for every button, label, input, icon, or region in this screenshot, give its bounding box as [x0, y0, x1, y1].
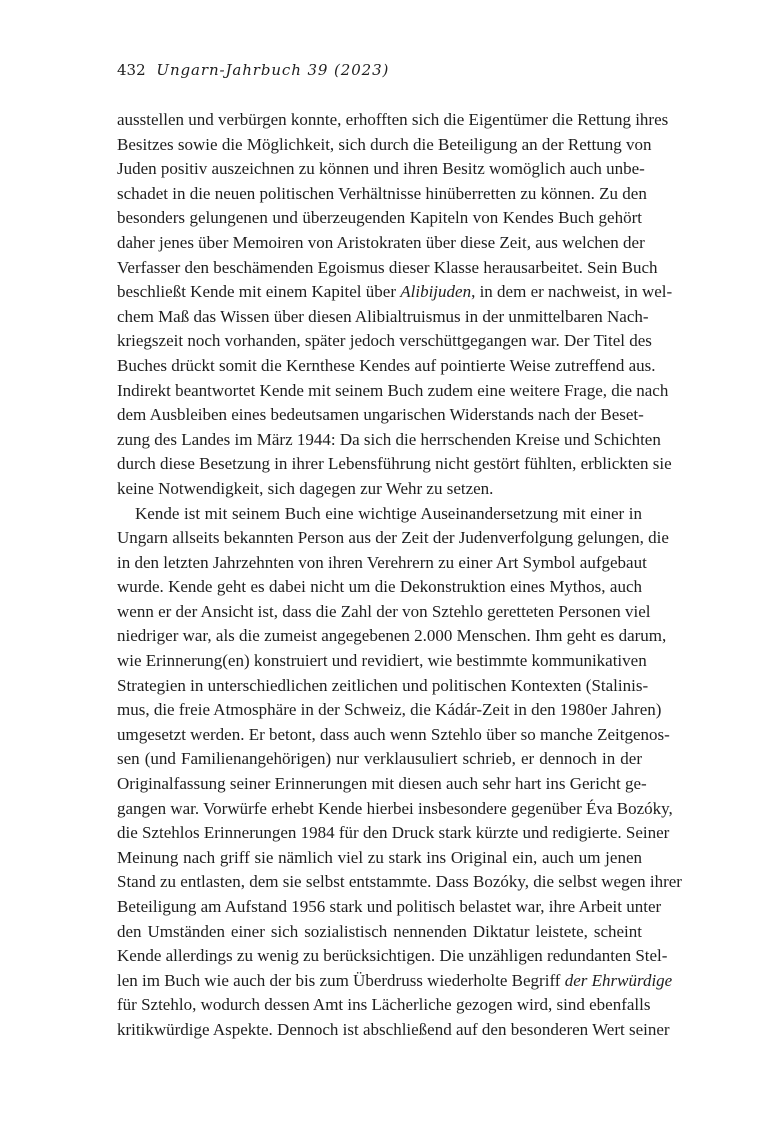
text-line	[117, 821, 670, 846]
text-line	[117, 256, 658, 281]
text-line	[117, 280, 673, 305]
line-text: den Umständen einer sich sozialistisch nennenden Diktatur leistete, scheint	[117, 921, 642, 941]
line-text: wie Erinnerung(en) konstruiert und revidiert, wie bestimmte kommunikativen	[117, 651, 647, 671]
line-text: beschließt Kende mit einem Kapitel über	[117, 282, 401, 302]
text-line	[117, 723, 670, 748]
line-text: sen (und Familienangehörigen) nur verklausuliert schrieb, er dennoch in der	[117, 749, 642, 769]
line-text: Juden positiv auszeichnen zu können und ihren Besitz womöglich auch unbe-	[117, 159, 645, 179]
running-header	[117, 60, 389, 80]
line-text: besonders gelungenen und überzeugenden Kapiteln von Kendes Buch gehört	[117, 208, 642, 228]
line-text: daher jenes über Memoiren von Aristokraten über diese Zeit, aus welchen der	[117, 232, 645, 252]
text-line	[117, 428, 661, 453]
line-text: Besitzes sowie die Möglichkeit, sich durch die Beteiligung an der Rettung von	[117, 134, 652, 154]
text-line	[117, 526, 669, 551]
text-line	[117, 354, 656, 379]
italic-term: Alibijuden	[400, 282, 472, 302]
line-text: kritikwürdige Aspekte. Dennoch ist abschließend auf den besonderen Wert seiner	[117, 1019, 670, 1039]
italic-term: der Ehrwürdige	[564, 970, 673, 990]
page-number: 432	[117, 61, 146, 79]
line-text: niedriger war, als die zumeist angegebenen 2.000 Menschen. Ihm geht es darum,	[117, 626, 667, 646]
line-text: Strategien in unterschiedlichen zeitlichen und politischen Kontexten (Stalinis-	[117, 675, 649, 695]
line-text: len im Buch wie auch der bis zum Überdruss wiederholte Begriff	[117, 970, 565, 990]
text-line	[117, 944, 668, 969]
line-text: Meinung nach griff sie nämlich viel zu stark ins Original ein, auch um jenen	[117, 847, 642, 867]
text-line	[117, 895, 662, 920]
text-line	[117, 502, 642, 527]
text-line	[117, 108, 669, 133]
line-text: schadet in die neuen politischen Verhältnisse hinüberretten zu können. Zu den	[117, 183, 647, 203]
line-text: zung des Landes im März 1944: Da sich die herrschenden Kreise und Schichten	[117, 429, 661, 449]
text-line	[117, 624, 667, 649]
text-line	[117, 231, 645, 256]
text-line	[117, 575, 642, 600]
text-line	[117, 329, 652, 354]
line-text: durch diese Besetzung in ihrer Lebensführung nicht gestört fühlten, erblickten sie	[117, 454, 672, 474]
text-line	[117, 403, 642, 428]
text-line	[117, 305, 649, 330]
text-line	[117, 993, 651, 1018]
line-text: Verfasser den beschämenden Egoismus dieser Klasse herausarbeitet. Sein Buch	[117, 257, 658, 277]
line-text: in den letzten Jahrzehnten von ihren Verehrern zu einer Art Symbol aufgebaut	[117, 552, 647, 572]
text-line	[117, 772, 647, 797]
paragraph	[117, 502, 682, 1043]
body-text	[117, 108, 682, 1043]
line-text: kriegszeit noch vorhanden, später jedoch verschüttgegangen war. Der Titel des	[117, 331, 652, 351]
line-text: Stand zu entlasten, dem sie selbst entstammte. Dass Bozóky, die selbst wegen ihrer	[117, 872, 682, 892]
line-text: wenn er der Ansicht ist, dass die Zahl der von Sztehlo geretteten Personen viel	[117, 601, 651, 621]
text-line	[117, 1018, 670, 1043]
text-line	[117, 870, 682, 895]
line-text: umgesetzt werden. Er betont, dass auch wenn Sztehlo über so manche Zeitgenos-	[117, 724, 670, 744]
line-text: mus, die freie Atmosphäre in der Schweiz, die Kádár-Zeit in den 1980er Jahren)	[117, 700, 662, 720]
line-text: chem Maß das Wissen über diesen Alibialtruismus in der unmittelbaren Nach-	[117, 306, 649, 326]
text-line	[117, 920, 642, 945]
line-text: Beteiligung am Aufstand 1956 stark und politisch belastet war, ihre Arbeit unter	[117, 897, 662, 916]
text-line	[117, 477, 642, 502]
text-line	[117, 698, 662, 723]
line-text: die Sztehlos Erinnerungen 1984 für den Druck stark kürzte und redigierte. Seiner	[117, 823, 670, 843]
text-line	[117, 157, 645, 182]
text-line	[117, 206, 642, 231]
line-text: ausstellen und verbürgen konnte, erhofften sich die Eigentümer die Rettung ihres	[117, 110, 669, 129]
text-line	[117, 379, 669, 404]
text-line	[117, 452, 672, 477]
text-line	[117, 747, 642, 772]
line-text: Kende ist mit seinem Buch eine wichtige Auseinandersetzung mit einer in	[135, 503, 642, 523]
line-text: gangen war. Vorwürfe erhebt Kende hierbei insbesondere gegenüber Éva Bozóky,	[117, 798, 673, 818]
text-line	[117, 797, 673, 822]
line-text: dem Ausbleiben eines bedeutsamen ungarischen Widerstands nach der Beset-	[117, 405, 644, 425]
text-line	[117, 551, 647, 576]
text-line	[117, 182, 647, 207]
line-text: Indirekt beantwortet Kende mit seinem Buch zudem eine weitere Frage, die nach	[117, 380, 669, 400]
text-line	[117, 846, 642, 871]
journal-title: Ungarn-Jahrbuch 39 (2023)	[156, 61, 390, 79]
line-text: Ungarn allseits bekannten Person aus der Zeit der Judenverfolgung gelungen, die	[117, 528, 669, 548]
text-line	[117, 133, 652, 158]
text-line	[117, 674, 649, 699]
paragraph	[117, 108, 673, 502]
line-text: Kende allerdings zu wenig zu berücksichtigen. Die unzähligen redundanten Stel-	[117, 946, 668, 966]
line-text: für Sztehlo, wodurch dessen Amt ins Lächerliche gezogen wird, sind ebenfalls	[117, 995, 651, 1015]
line-text: , in dem er nachweist, in wel-	[471, 282, 673, 302]
text-line	[117, 600, 651, 625]
line-text: Originalfassung seiner Erinnerungen mit diesen auch sehr hart ins Gericht ge-	[117, 774, 647, 794]
line-text: keine Notwendigkeit, sich dagegen zur Wehr zu setzen.	[117, 478, 494, 498]
text-line	[117, 969, 673, 994]
line-text: wurde. Kende geht es dabei nicht um die Dekonstruktion eines Mythos, auch	[117, 577, 642, 597]
line-text: Buches drückt somit die Kernthese Kendes auf pointierte Weise zutreffend aus.	[117, 355, 656, 375]
text-line	[117, 649, 647, 674]
